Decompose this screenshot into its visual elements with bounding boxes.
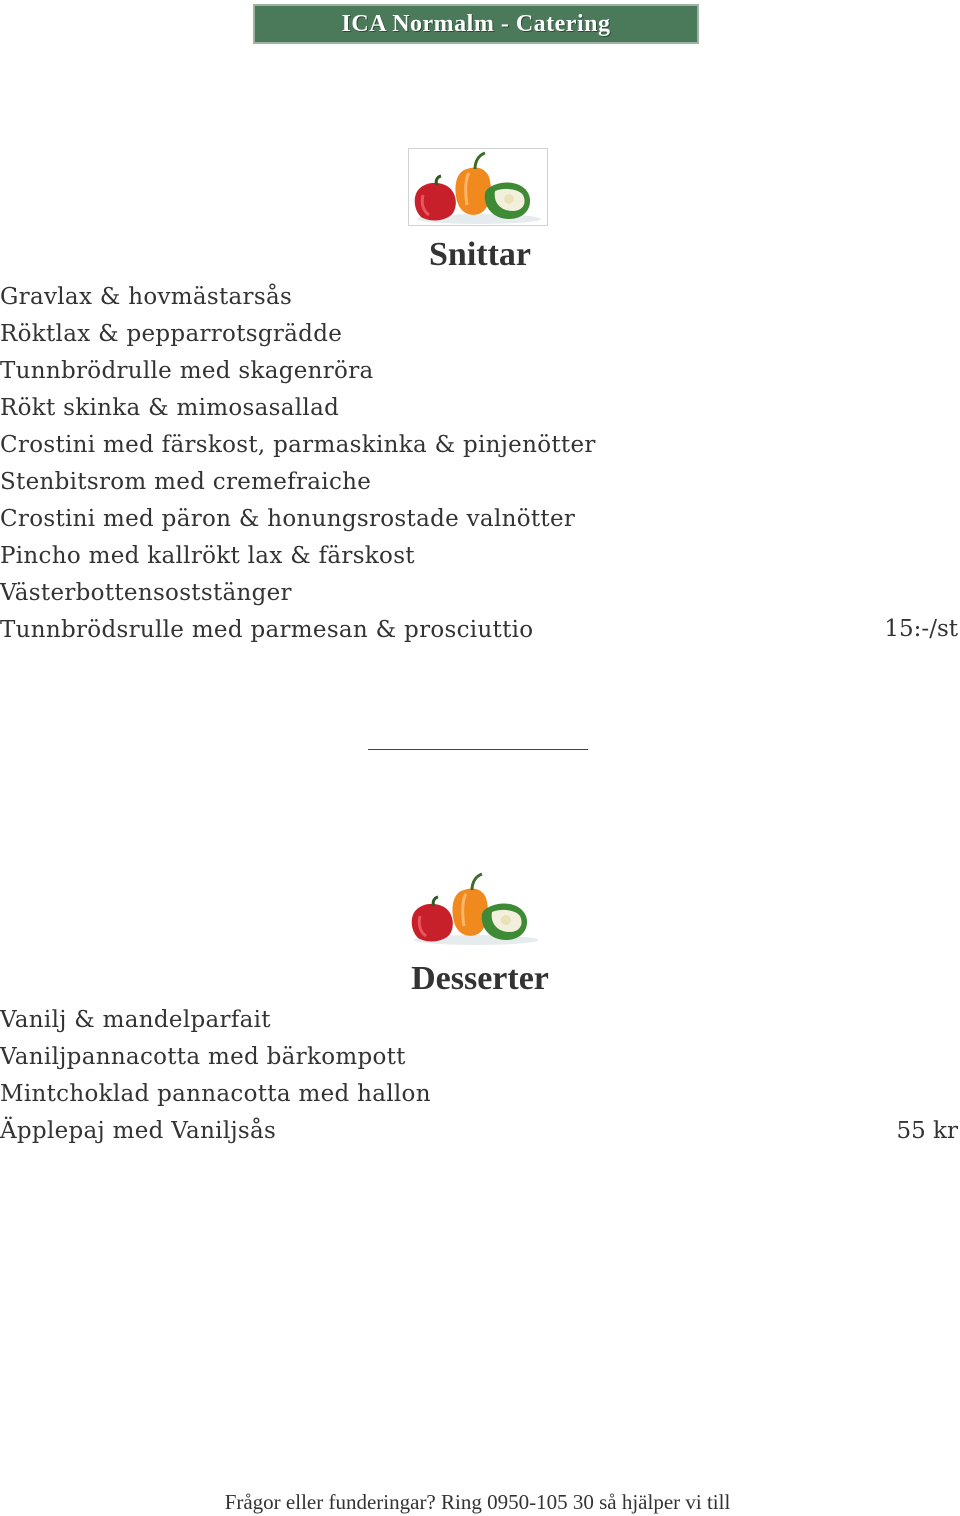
menu-item: Stenbitsrom med cremefraiche (0, 469, 372, 495)
menu-item: Västerbottensoststänger (0, 580, 292, 606)
menu-item: Vaniljpannacotta med bärkompott (0, 1044, 406, 1070)
desserter-price: 55 kr (896, 1118, 958, 1144)
menu-item: Tunnbrödsrulle med parmesan & prosciuttio (0, 617, 534, 643)
bell-peppers-illustration (408, 148, 548, 226)
snittar-menu-list (0, 282, 960, 652)
menu-item: Pincho med kallrökt lax & färskost (0, 543, 415, 569)
footer-contact: Frågor eller funderingar? Ring 0950-105 30 så hjälper vi till (224, 1490, 731, 1514)
bell-peppers-illustration (406, 870, 546, 948)
menu-item: Tunnbrödrulle med skagenröra (0, 358, 374, 384)
section-title-desserter: Desserter (411, 960, 549, 997)
menu-item: Äpplepaj med Vaniljsås (0, 1118, 277, 1144)
menu-item: Rökt skinka & mimosasallad (0, 395, 340, 421)
section-title-snittar: Snittar (429, 236, 531, 273)
menu-item: Gravlax & hovmästarsås (0, 284, 293, 310)
desserter-menu-list (0, 1005, 960, 1153)
menu-item: Vanilj & mandelparfait (0, 1007, 271, 1033)
menu-item: Crostini med päron & honungsrostade valnötter (0, 506, 576, 532)
header-banner (253, 4, 699, 44)
menu-item: Röktlax & pepparrotsgrädde (0, 321, 343, 347)
banner-title: ICA Normalm - Catering (341, 10, 611, 37)
menu-item: Mintchoklad pannacotta med hallon (0, 1081, 431, 1107)
snittar-price: 15:-/st (884, 616, 958, 642)
section-divider (368, 749, 588, 750)
menu-item: Crostini med färskost, parmaskinka & pinjenötter (0, 432, 596, 458)
